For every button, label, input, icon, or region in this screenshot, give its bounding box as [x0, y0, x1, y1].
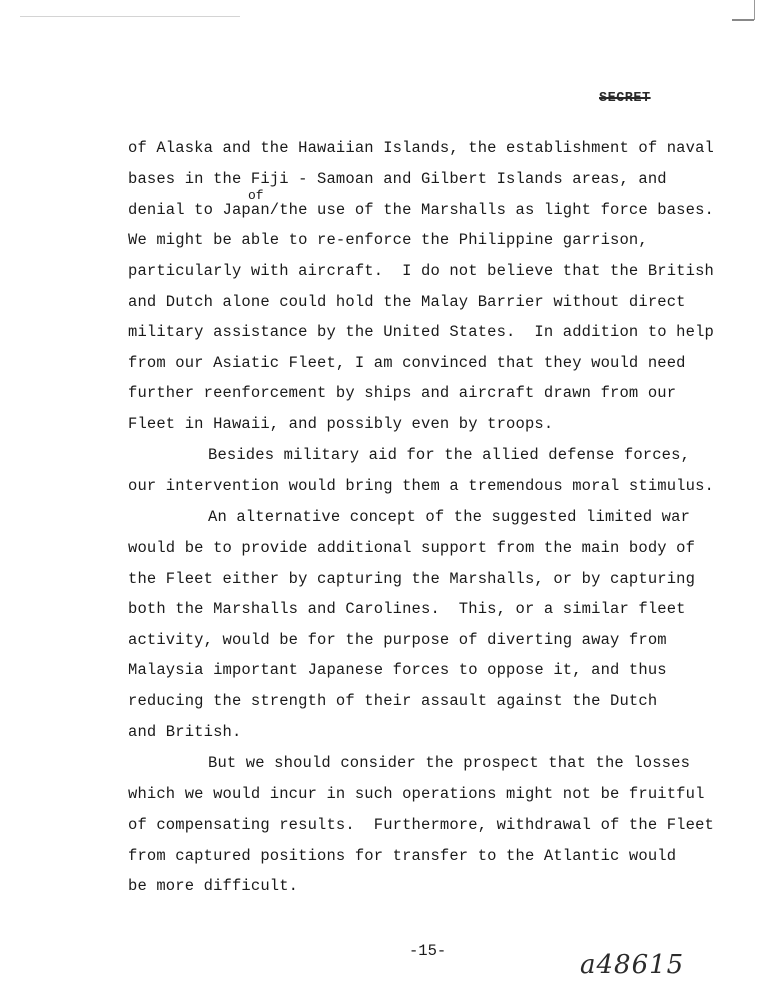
scan-mark-top-right	[732, 19, 754, 21]
text-line: Malaysia important Japanese forces to oppose it, and thus	[128, 661, 667, 679]
page-number: -15-	[409, 942, 447, 960]
text-line: activity, would be for the purpose of diverting away from	[128, 631, 667, 649]
text-line: of compensating results. Furthermore, withdrawal of the Fleet	[128, 816, 714, 834]
scan-mark-edge-right	[754, 0, 755, 20]
paragraph-first-line: An alternative concept of the suggested limited war	[208, 508, 691, 526]
scan-mark-top-rule	[20, 16, 240, 17]
handwritten-document-id: a48615	[580, 950, 685, 980]
text-line: our intervention would bring them a tremendous moral stimulus.	[128, 477, 714, 495]
text-line: both the Marshalls and Carolines. This, or a similar fleet	[128, 600, 686, 618]
text-line: of Alaska and the Hawaiian Islands, the establishment of naval	[128, 139, 714, 157]
text-line: bases in the Fiji - Samoan and Gilbert Islands areas, and	[128, 170, 667, 188]
text-line: from our Asiatic Fleet, I am convinced that they would need	[128, 354, 686, 372]
text-line: military assistance by the United States. In addition to help	[128, 323, 714, 341]
paragraph-first-line: But we should consider the prospect that the losses	[208, 754, 691, 772]
text-line: from captured positions for transfer to the Atlantic would	[128, 847, 677, 865]
text-line: would be to provide additional support from the main body of	[128, 539, 696, 557]
text-line: We might be able to re-enforce the Philippine garrison,	[128, 231, 648, 249]
text-line: and Dutch alone could hold the Malay Barrier without direct	[128, 293, 686, 311]
text-line: Fleet in Hawaii, and possibly even by troops.	[128, 415, 554, 433]
paragraph-first-line: Besides military aid for the allied defense forces,	[208, 446, 691, 464]
text-line: and British.	[128, 723, 242, 741]
interlinear-insertion: of	[248, 188, 264, 203]
classification-stamp: SECRET	[599, 91, 651, 106]
text-line: which we would incur in such operations might not be fruitful	[128, 785, 705, 803]
text-line: the Fleet either by capturing the Marshalls, or by capturing	[128, 570, 696, 588]
text-line: be more difficult.	[128, 877, 299, 895]
text-line: denial to Japan/the use of the Marshalls as light force bases.	[128, 201, 714, 219]
text-line: further reenforcement by ships and aircraft drawn from our	[128, 384, 677, 402]
text-line: reducing the strength of their assault against the Dutch	[128, 692, 658, 710]
text-line: particularly with aircraft. I do not believe that the British	[128, 262, 714, 280]
